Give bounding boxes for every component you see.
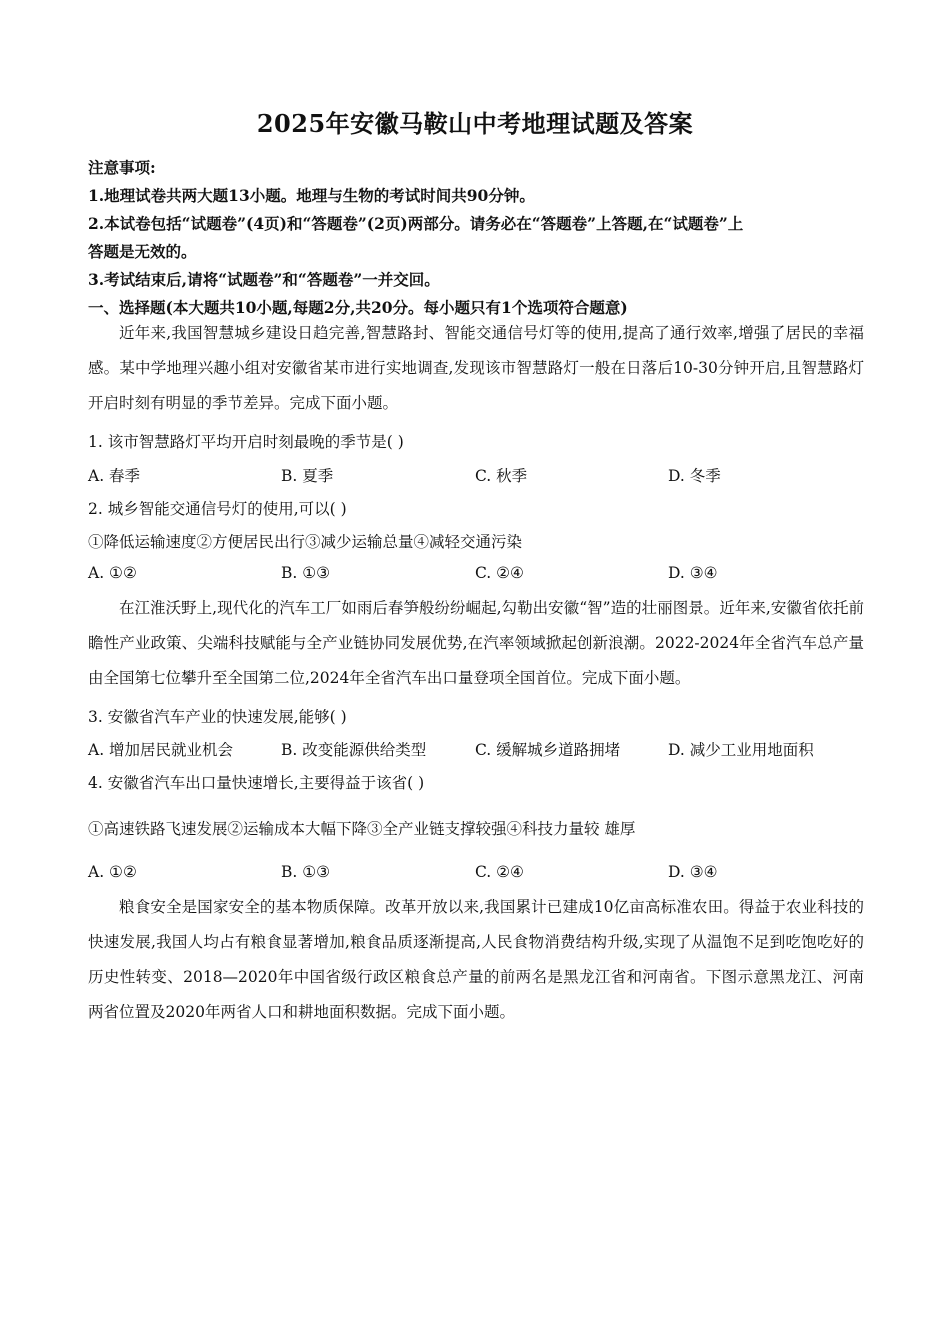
- option-c: C. ②④: [475, 863, 524, 881]
- question-3-stem: 3. 安徽省汽车产业的快速发展,能够( ): [88, 708, 347, 726]
- notice-heading: 注意事项:: [88, 158, 156, 177]
- option-a: A. 春季: [88, 467, 141, 485]
- question-3-options: [88, 738, 868, 760]
- option-d: D. 冬季: [668, 467, 721, 485]
- section-heading: 一、选择题(本大题共10小题,每题2分,共20分。每小题只有1个选项符合题意): [88, 298, 628, 317]
- question-4-statements: ①高速铁路飞速发展②运输成本大幅下降③全产业链支撑较强④科技力量较 雄厚: [88, 820, 636, 838]
- option-a: A. ①②: [88, 564, 137, 582]
- option-b: B. ①③: [281, 564, 331, 582]
- option-b: B. 改变能源供给类型: [281, 741, 427, 759]
- question-1-stem: 1. 该市智慧路灯平均开启时刻最晚的季节是( ): [88, 433, 404, 451]
- option-d: D. ③④: [668, 564, 718, 582]
- notice-item-2: 2.本试卷包括“试题卷”(4页)和“答题卷”(2页)两部分。请务必在“答题卷”上答题,在“试题卷”上: [88, 214, 744, 233]
- option-a: A. 增加居民就业机会: [88, 741, 234, 759]
- question-2-options: [88, 564, 868, 586]
- question-4-options: [88, 863, 868, 885]
- question-2-stem: 2. 城乡智能交通信号灯的使用,可以( ): [88, 500, 347, 518]
- passage-3: 粮食安全是国家安全的基本物质保障。改革开放以来,我国累计已建成10亿亩高标准农田。得益于农业科技的快速发展,我国人均占有粮食显著增加,粮食品质逐渐提高,人民食物消费结构升级,实现了从温饱不足到吃饱吃好的历史性转变、2018—2020年中国省级行政区粮食总产量的前两名是黑龙江省和河南省。下图示意黑龙江、河南两省位置及2020年两省人口和耕地面积数据。完成下面小题。: [88, 898, 864, 1021]
- option-d: D. 减少工业用地面积: [668, 741, 814, 759]
- option-b: B. 夏季: [281, 467, 334, 485]
- question-4-stem: 4. 安徽省汽车出口量快速增长,主要得益于该省( ): [88, 774, 425, 792]
- question-2-statements: ①降低运输速度②方便居民出行③减少运输总量④减轻交通污染: [88, 533, 523, 551]
- option-a: A. ①②: [88, 863, 137, 881]
- option-c: C. ②④: [475, 564, 524, 582]
- option-d: D. ③④: [668, 863, 718, 881]
- option-c: C. 秋季: [475, 467, 528, 485]
- option-b: B. ①③: [281, 863, 331, 881]
- passage-1: 近年来,我国智慧城乡建设日趋完善,智慧路封、智能交通信号灯等的使用,提高了通行效率,增强了居民的幸福感。某中学地理兴趣小组对安徽省某市进行实地调查,发现该市智慧路灯一般在日落后10-30分钟开启,且智慧路灯开启时刻有明显的季节差异。完成下面小题。: [88, 324, 864, 412]
- notice-item-2-cont: 答题是无效的。: [88, 242, 197, 261]
- passage-2: 在江淮沃野上,现代化的汽车工厂如雨后春笋般纷纷崛起,勾勒出安徽“智”造的壮丽图景。近年来,安徽省依托前瞻性产业政策、尖端科技赋能与全产业链协同发展优势,在汽率领域掀起创新浪潮。2022-2024年全省汽车总产量由全国第七位攀升至全国第二位,2024年全省汽车出口量登项全国首位。完成下面小题。: [88, 599, 864, 687]
- notice-item-1: 1.地理试卷共两大题13小题。地理与生物的考试时间共90分钟。: [88, 186, 535, 205]
- option-c: C. 缓解城乡道路拥堵: [475, 741, 621, 759]
- question-1-options: [88, 464, 868, 486]
- notice-item-3: 3.考试结束后,请将“试题卷”和“答题卷”一并交回。: [88, 270, 440, 289]
- page-title: 2025年安徽马鞍山中考地理试题及答案: [256, 109, 694, 138]
